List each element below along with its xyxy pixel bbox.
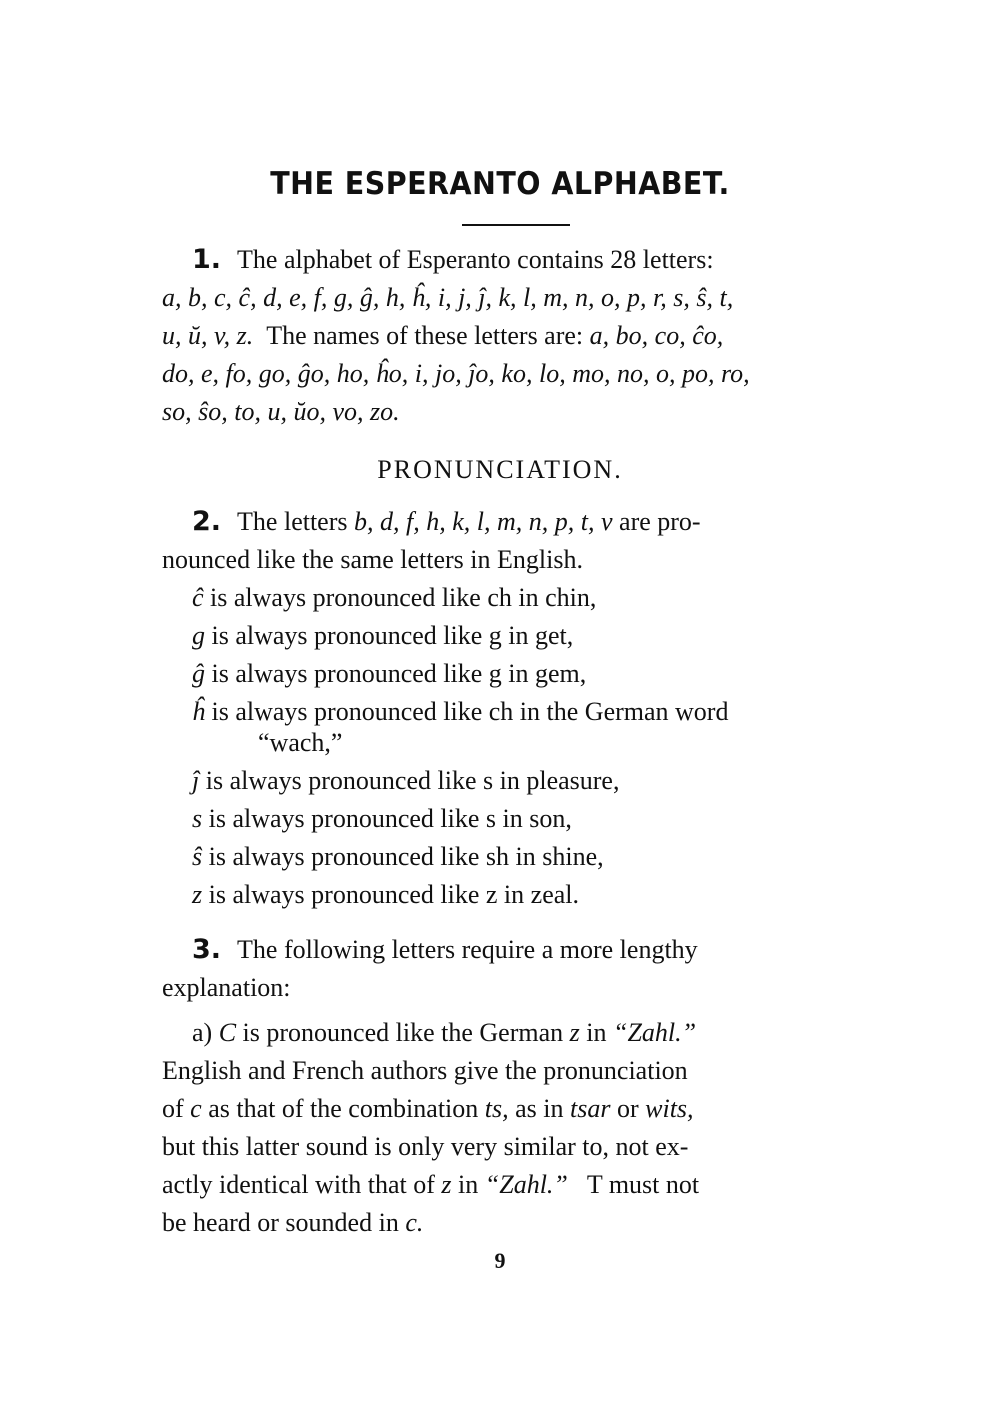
text: as that of the combination — [208, 1094, 479, 1123]
rule-text: is always pronounced like ch in the German word — [211, 697, 729, 726]
section-number: 3. — [192, 934, 222, 965]
text: “Zahl.” — [612, 1018, 697, 1047]
text: wits, — [645, 1094, 694, 1123]
rule-j-circumflex — [192, 762, 874, 800]
alphabet-letters-line: a, b, c, ĉ, d, e, f, g, ĝ, h, ĥ, i, j, ĵ, k, l, m, n, o, p, r, s, ŝ, t, — [162, 283, 734, 312]
text: ts, — [484, 1094, 509, 1123]
letter: z — [192, 880, 203, 909]
title-divider — [462, 224, 570, 226]
letter: ĉ — [192, 583, 204, 612]
names-intro: The names of these letters are: — [266, 321, 584, 350]
para-a-line-3 — [162, 1090, 874, 1128]
text: as in — [515, 1094, 564, 1123]
text: tsar — [570, 1094, 611, 1123]
para-a-line-5 — [162, 1166, 874, 1204]
section-number: 2. — [192, 506, 222, 537]
letter: ŝ — [192, 842, 203, 871]
rule-text: is always pronounced like s in son, — [208, 804, 572, 833]
text: “Zahl.” — [484, 1170, 568, 1199]
section-2-intro — [192, 503, 874, 541]
rule-text: is always pronounced like g in gem, — [211, 659, 587, 688]
names-start: a, bo, co, ĉo, — [589, 321, 724, 350]
letter-names-line: do, e, fo, go, ĝo, ho, ĥo, i, jo, ĵo, ko, lo, mo, no, o, po, ro, — [162, 359, 750, 388]
text: c — [190, 1094, 202, 1123]
text: z — [441, 1170, 452, 1199]
section-1-intro — [192, 241, 874, 279]
section-heading-pronunciation: PRONUNCIATION. — [377, 455, 623, 484]
section-3-intro — [192, 931, 874, 969]
rule-text: is always pronounced like ch in chin, — [210, 583, 597, 612]
text: The following letters require a more lengthy — [237, 935, 698, 964]
text: in — [458, 1170, 479, 1199]
rule-text: is always pronounced like sh in shine, — [208, 842, 604, 871]
para-a-line-2: English and French authors give the pronunciation — [162, 1056, 688, 1085]
text: is pronounced like the German — [242, 1018, 564, 1047]
item-label: a) — [192, 1018, 213, 1047]
text: of — [162, 1094, 184, 1123]
letter: ĥ — [192, 697, 205, 726]
para-a-line-1 — [192, 1014, 874, 1052]
letters: b, d, f, h, k, l, m, n, p, t, v — [354, 507, 613, 536]
rule-z — [192, 876, 874, 914]
rule-g — [192, 617, 874, 655]
section-2-line-2: nounced like the same letters in English. — [162, 545, 583, 574]
letter: ĵ — [192, 766, 200, 795]
letters-tail: u, ŭ, v, z. — [162, 321, 254, 350]
rule-s — [192, 800, 874, 838]
rule-text: is always pronounced like g in get, — [211, 621, 574, 650]
section-number: 1. — [192, 244, 222, 275]
section-3-line-2: explanation: — [162, 973, 291, 1002]
text: T must not — [586, 1170, 700, 1199]
text: The letters — [237, 507, 348, 536]
intro-text: The alphabet of Esperanto contains 28 letters: — [237, 245, 714, 274]
rule-g-circumflex — [192, 655, 874, 693]
text: c. — [405, 1208, 424, 1237]
text: or — [616, 1094, 639, 1123]
rule-s-circumflex — [192, 838, 874, 876]
text: in — [586, 1018, 607, 1047]
text: z — [569, 1018, 580, 1047]
letter: ĝ — [192, 659, 205, 688]
letter: g — [192, 621, 205, 650]
text: be heard or sounded in — [162, 1208, 399, 1237]
letter-names-line-end: so, ŝo, to, u, ŭo, vo, zo. — [162, 397, 400, 426]
text: are pro- — [619, 507, 701, 536]
rule-text: is always pronounced like s in pleasure, — [205, 766, 620, 795]
page-title: THE ESPERANTO ALPHABET. — [270, 166, 730, 202]
text: actly identical with that of — [162, 1170, 435, 1199]
rule-c-circumflex — [192, 579, 874, 617]
rule-continuation: “wach,” — [258, 728, 343, 757]
text: C — [218, 1018, 237, 1047]
page-number: 9 — [494, 1248, 506, 1273]
alphabet-letters-line-2 — [162, 317, 874, 355]
letter: s — [192, 804, 203, 833]
para-a-line-4: but this latter sound is only very similar to, not ex- — [162, 1132, 689, 1161]
para-a-line-6 — [162, 1204, 874, 1242]
rule-text: is always pronounced like z in zeal. — [208, 880, 579, 909]
